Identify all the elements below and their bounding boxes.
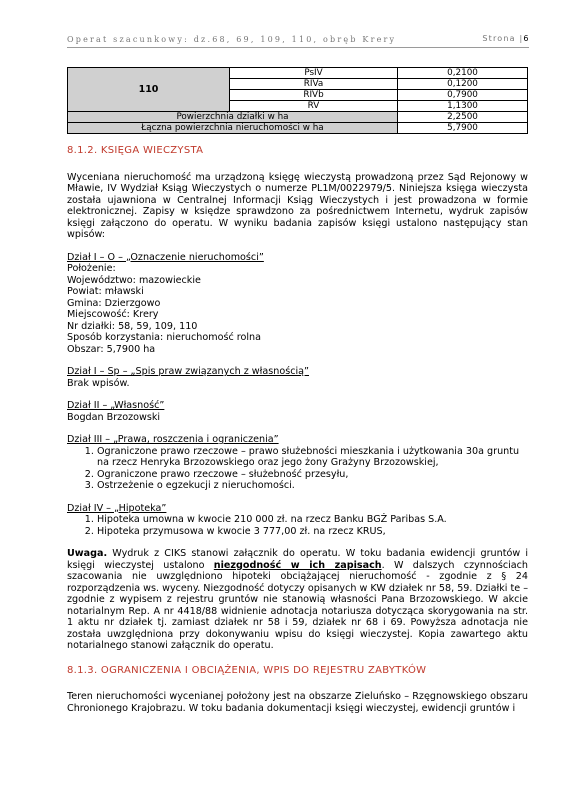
land-class-cell: RIVb <box>230 90 398 101</box>
area-value-cell: 0,7900 <box>398 90 528 101</box>
document-body <box>67 145 528 714</box>
area-value-cell: 1,1300 <box>398 101 528 112</box>
dzial-io-title: Dział I – O – „Oznaczenie nieruchomości” <box>67 251 264 263</box>
list-item: 2. Ograniczone prawo rzeczowe – służebność przesyłu, <box>97 469 528 481</box>
page-header <box>67 33 529 48</box>
total-area-label: Łączna powierzchnia nieruchomości w ha <box>68 123 398 134</box>
dzial-io-line: Województwo: mazowieckie <box>67 274 201 286</box>
dzial-iii-block <box>67 434 528 492</box>
note-paragraph <box>67 548 528 652</box>
section-heading-land-register: 8.1.2. KSIĘGA WIECZYSTA <box>67 145 204 156</box>
note-text-1: Wydruk z CIKS stanowi załącznik do operatu. W toku badania ewidencji gruntów i księgi wieczystej ustalono <box>67 548 528 571</box>
dzial-iv-block <box>67 503 528 538</box>
page-indicator <box>482 34 529 43</box>
dzial-ii-title: Dział II – „Własność” <box>67 400 165 411</box>
dzial-isp-text: Brak wpisów. <box>67 377 130 389</box>
note-emphasis: niezgodność w ich zapisach <box>213 559 382 571</box>
parcel-number-cell: 110 <box>68 68 230 112</box>
land-register-intro: Wyceniana nieruchomość ma urządzoną księgę wieczystą prowadzoną przez Sąd Rejonowy w Mławie, IV Wydział Ksiąg Wieczystych o numerze PL1M/0022979/5. Niniejsza księga wieczysta została ujawniona w Centralnej Informacji Ksiąg Wieczystych i jest prowadzona w formie elektronicznej. Zapisy w księdze sprawdzono za pośrednictwem Internetu, wydruk zapisów księgi załączono do operatu. W wyniku badania zapisów księgi ustalono następujący stan wpisów: <box>67 171 528 240</box>
dzial-io-line: Położenie: <box>67 263 116 274</box>
note-text-2: . W dalszych czynnościach szacowania nie uwzględniono hipoteki obciążającej nieruchomość - zgodnie z § 24 rozporządzenia ws. wyceny. Niezgodność dotyczy opisanych w KW działek nr 58, 59. Działki te – zgodnie z wypisem z rejestru gruntów nie stanowią własności Pana Brzozowskiego. W akcie notarialnym Rep. A nr 4418/88 widnienie adnotacja notariusza dotycząca skorygowania na str. 1 aktu nr działek tj. zamiast działek nr 58 i 59, działek nr 68 i 69. Powyższa adnotacja nie została uwzględniona przy dokonywaniu wpisu do księgi wieczystej. Kopia zawartego aktu notarialnego stanowi załącznik do operatu. <box>67 559 528 651</box>
dzial-isp-title: Dział I – Sp – „Spis praw związanych z własnością” <box>67 366 309 377</box>
dzial-iv-title: Dział IV – „Hipoteka” <box>67 502 167 514</box>
dzial-io-line: Nr działki: 58, 59, 109, 110 <box>67 320 198 332</box>
page-label: Strona <box>482 34 516 43</box>
dzial-ii-text: Bogdan Brzozowski <box>67 411 161 423</box>
page-separator: | <box>519 34 524 43</box>
dzial-iii-list <box>67 446 528 492</box>
section-heading-restrictions: 8.1.3. OGRANICZENIA I OBCIĄŻENIA, WPIS DO REJESTRU ZABYTKÓW <box>67 664 427 676</box>
page-number: 6 <box>523 34 529 43</box>
list-item: 2. Hipoteka przymusowa w kwocie 3 777,00 zł. na rzecz KRUS, <box>97 526 528 538</box>
list-item: 1. Ograniczone prawo rzeczowe – prawo służebności mieszkania i użytkowania 30a gruntu na rzecz Henryka Brzozowskiego oraz jego żony Grażyny Brzozowskiej, <box>97 446 528 469</box>
parcel-area-label: Powierzchnia działki w ha <box>68 112 398 123</box>
dzial-io-line: Powiat: mławski <box>67 286 144 297</box>
area-value-cell: 0,1200 <box>398 79 528 90</box>
dzial-io-line: Obszar: 5,7900 ha <box>67 343 156 355</box>
area-table <box>67 67 528 134</box>
note-label: Uwaga. <box>67 548 108 559</box>
dzial-iii-title: Dział III – „Prawa, roszczenia i ograniczenia” <box>67 434 279 445</box>
land-class-cell: RV <box>230 101 398 112</box>
document-title: Operat szacunkowy: dz.68, 69, 109, 110, obręb Krery <box>67 35 397 44</box>
dzial-ii-block <box>67 400 528 423</box>
land-class-cell: RIVa <box>230 79 398 90</box>
land-class-cell: PsIV <box>230 68 398 79</box>
list-item: 1. Hipoteka umowna w kwocie 210 000 zł. na rzecz Banku BGŻ Paribas S.A. <box>97 514 528 526</box>
dzial-io-line: Miejscowość: Krery <box>67 309 159 320</box>
total-area-value: 5,7900 <box>398 123 528 134</box>
dzial-io-block <box>67 252 528 356</box>
area-value-cell: 0,2100 <box>398 68 528 79</box>
dzial-isp-block <box>67 366 528 389</box>
dzial-io-line: Sposób korzystania: nieruchomość rolna <box>67 332 262 343</box>
restrictions-text: Teren nieruchomości wycenianej położony jest na obszarze Zieluńsko – Rzęgnowskiego obszaru Chronionego Krajobrazu. W toku badania dokumentacji księgi wieczystej, ewidencji gruntów i <box>67 691 528 714</box>
list-item: 3. Ostrzeżenie o egzekucji z nieruchomości. <box>97 480 528 492</box>
dzial-io-line: Gmina: Dzierzgowo <box>67 297 161 309</box>
dzial-iv-list <box>67 514 528 537</box>
parcel-area-value: 2,2500 <box>398 112 528 123</box>
